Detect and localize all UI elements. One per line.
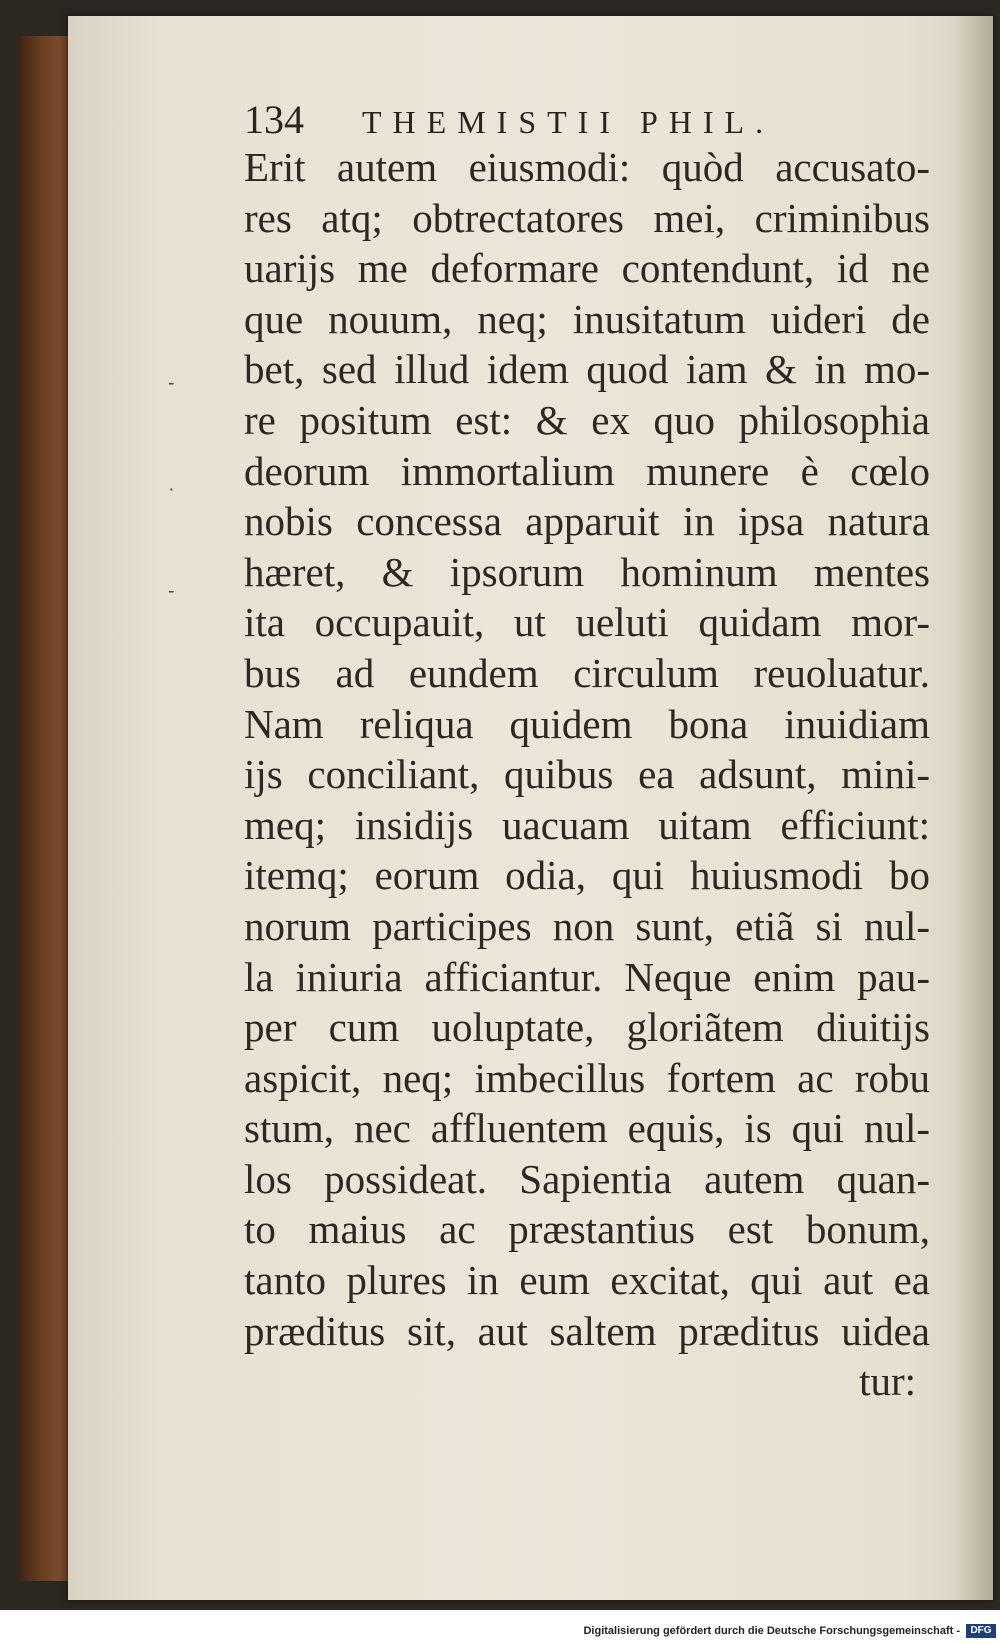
text-line: bus ad eundem circulum reuoluatur. [244, 649, 930, 696]
text-line: hæret, & ipsorum hominum mentes [244, 548, 930, 595]
text-line: aspicit, neq; imbecillus fortem ac robu [244, 1054, 930, 1101]
text-line: uarijs me deformare contendunt, id ne [244, 245, 930, 292]
catchword: tur: [859, 1358, 916, 1405]
text-line: la iniuria afficiantur. Neque enim pau- [244, 953, 930, 1000]
running-title: THEMISTII PHIL. [362, 104, 775, 140]
text-line: per cum uoluptate, gloriãtem diuitijs [244, 1004, 930, 1051]
text-line: Nam reliqua quidem bona inuidiam [244, 700, 930, 747]
text-line: res atq; obtrectatores mei, criminibus [244, 194, 930, 241]
text-line: nobis concessa apparuit in ipsa natura [244, 498, 930, 545]
text-line: itemq; eorum odia, qui huiusmodi bo [244, 852, 930, 899]
text-line: Erit autem eiusmodi: quòd accusato- [244, 144, 930, 190]
text-line: stum, nec affluentem equis, is qui nul- [244, 1105, 930, 1152]
text-line: ita occupauit, ut ueluti quidam mor- [244, 599, 930, 646]
text-line: bet, sed illud idem quod iam & in mo- [244, 346, 930, 393]
text-line: deorum immortalium munere è cœlo [244, 447, 930, 494]
text-line: que nouum, neq; inusitatum uideri de [244, 295, 930, 342]
text-line: præditus sit, aut saltem præditus uidea [244, 1307, 930, 1354]
text-line: to maius ac præstantius est bonum, [244, 1206, 930, 1253]
page-number: 134 [244, 97, 304, 142]
text-line: los possideat. Sapientia autem quan- [244, 1155, 930, 1202]
page-gutter-shadow [953, 16, 993, 1600]
margin-mark: - [168, 580, 175, 602]
text-line: tanto plures in eum excitat, qui aut ea [244, 1257, 930, 1304]
text-line: ijs conciliant, quibus ea adsunt, mini- [244, 751, 930, 798]
text-line: re positum est: & ex quo philosophia [244, 396, 930, 443]
text-line: norum participes non sunt, etiã si nul- [244, 902, 930, 949]
margin-mark: - [168, 372, 175, 394]
text-line: meq; insidijs uacuam uitam efficiunt: [244, 801, 930, 848]
dfg-logo: DFG [966, 1624, 996, 1638]
body-text [244, 142, 930, 1407]
margin-mark: · [168, 478, 175, 500]
running-head [244, 96, 944, 146]
funding-credit: Digitalisierung gefördert durch die Deutsche Forschungsgemeinschaft - [583, 1625, 960, 1637]
